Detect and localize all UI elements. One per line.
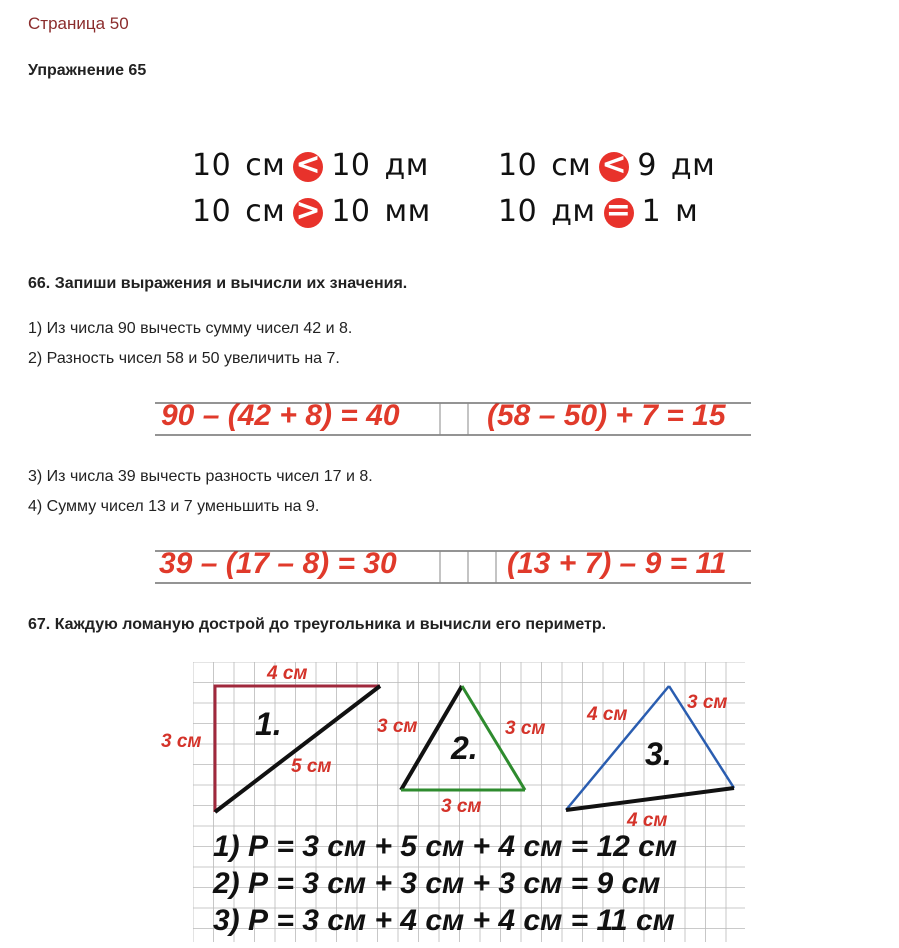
exercise-67-title: 67. Каждую ломаную дострой до треугольника и вычисли его периметр. bbox=[28, 616, 607, 633]
graph-paper-figure bbox=[161, 662, 745, 942]
comparison-sign: < bbox=[293, 152, 323, 182]
task-line: 2) Разность чисел 58 и 50 увеличить на 7. bbox=[28, 350, 340, 367]
comparison-left-value: 10 bbox=[498, 148, 538, 183]
answer-grid-band bbox=[155, 547, 751, 586]
comparison-right-unit: дм bbox=[670, 148, 716, 183]
side-label: 3 см bbox=[161, 731, 202, 752]
comparison-sign: < bbox=[599, 152, 629, 182]
comparison-left-unit: см bbox=[551, 148, 592, 183]
side-label: 5 см bbox=[291, 756, 332, 777]
comparison-right-value: 10 bbox=[331, 194, 371, 229]
triangle-number: 2. bbox=[451, 730, 478, 766]
answer-grid-band bbox=[155, 399, 751, 438]
triangle-3-bottom-side bbox=[566, 788, 734, 810]
comparison-row bbox=[192, 194, 431, 229]
side-label: 4 см bbox=[587, 704, 628, 725]
comparison-left-unit: см bbox=[245, 148, 286, 183]
comparison-row bbox=[498, 194, 698, 229]
comparison-right-value: 9 bbox=[637, 148, 657, 183]
comparison-right-unit: мм bbox=[384, 194, 431, 229]
task-line: 4) Сумму чисел 13 и 7 уменьшить на 9. bbox=[28, 498, 320, 515]
answer-expression: 90 – (42 + 8) = 40 bbox=[161, 399, 400, 432]
answer-expression: 39 – (17 – 8) = 30 bbox=[159, 547, 397, 580]
exercise-66-title: 66. Запиши выражения и вычисли их значения. bbox=[28, 275, 408, 292]
triangle-number: 3. bbox=[645, 736, 672, 772]
perimeter-line: 1) Р = 3 см + 5 см + 4 см = 12 см bbox=[213, 830, 678, 863]
side-label: 3 см bbox=[687, 692, 728, 713]
answer-expression: (13 + 7) – 9 = 11 bbox=[507, 547, 727, 580]
side-label: 4 см bbox=[627, 810, 668, 831]
perimeter-line: 2) Р = 3 см + 3 см + 3 см = 9 см bbox=[213, 867, 661, 900]
comparison-sign: > bbox=[293, 198, 323, 228]
side-label: 3 см bbox=[505, 718, 546, 739]
side-label: 3 см bbox=[377, 716, 418, 737]
comparison-right-unit: м bbox=[675, 194, 699, 229]
perimeter-line: 3) Р = 3 см + 4 см + 4 см = 11 см bbox=[213, 904, 675, 937]
exercise-65-title: Упражнение 65 bbox=[28, 62, 147, 79]
triangle-number: 1. bbox=[255, 706, 282, 742]
comparison-row bbox=[498, 148, 715, 183]
comparison-right-value: 1 bbox=[641, 194, 662, 229]
comparison-left-unit: дм bbox=[551, 194, 596, 229]
page-title: Страница 50 bbox=[28, 14, 129, 33]
comparison-row bbox=[192, 148, 429, 183]
task-line: 1) Из числа 90 вычесть сумму чисел 42 и 8. bbox=[28, 320, 353, 337]
comparison-left-value: 10 bbox=[498, 194, 538, 229]
answer-expression: (58 – 50) + 7 = 15 bbox=[487, 399, 726, 432]
side-label: 4 см bbox=[267, 663, 308, 684]
triangle-1-closing-side bbox=[215, 686, 380, 812]
side-label: 3 см bbox=[441, 796, 482, 817]
task-line: 3) Из числа 39 вычесть разность чисел 17 и 8. bbox=[28, 468, 373, 485]
comparison-right-value: 10 bbox=[331, 148, 371, 183]
comparison-right-unit: дм bbox=[384, 148, 429, 183]
comparison-left-value: 10 bbox=[192, 194, 232, 229]
comparison-sign: = bbox=[604, 198, 634, 228]
comparison-left-unit: см bbox=[245, 194, 286, 229]
comparison-left-value: 10 bbox=[192, 148, 232, 183]
